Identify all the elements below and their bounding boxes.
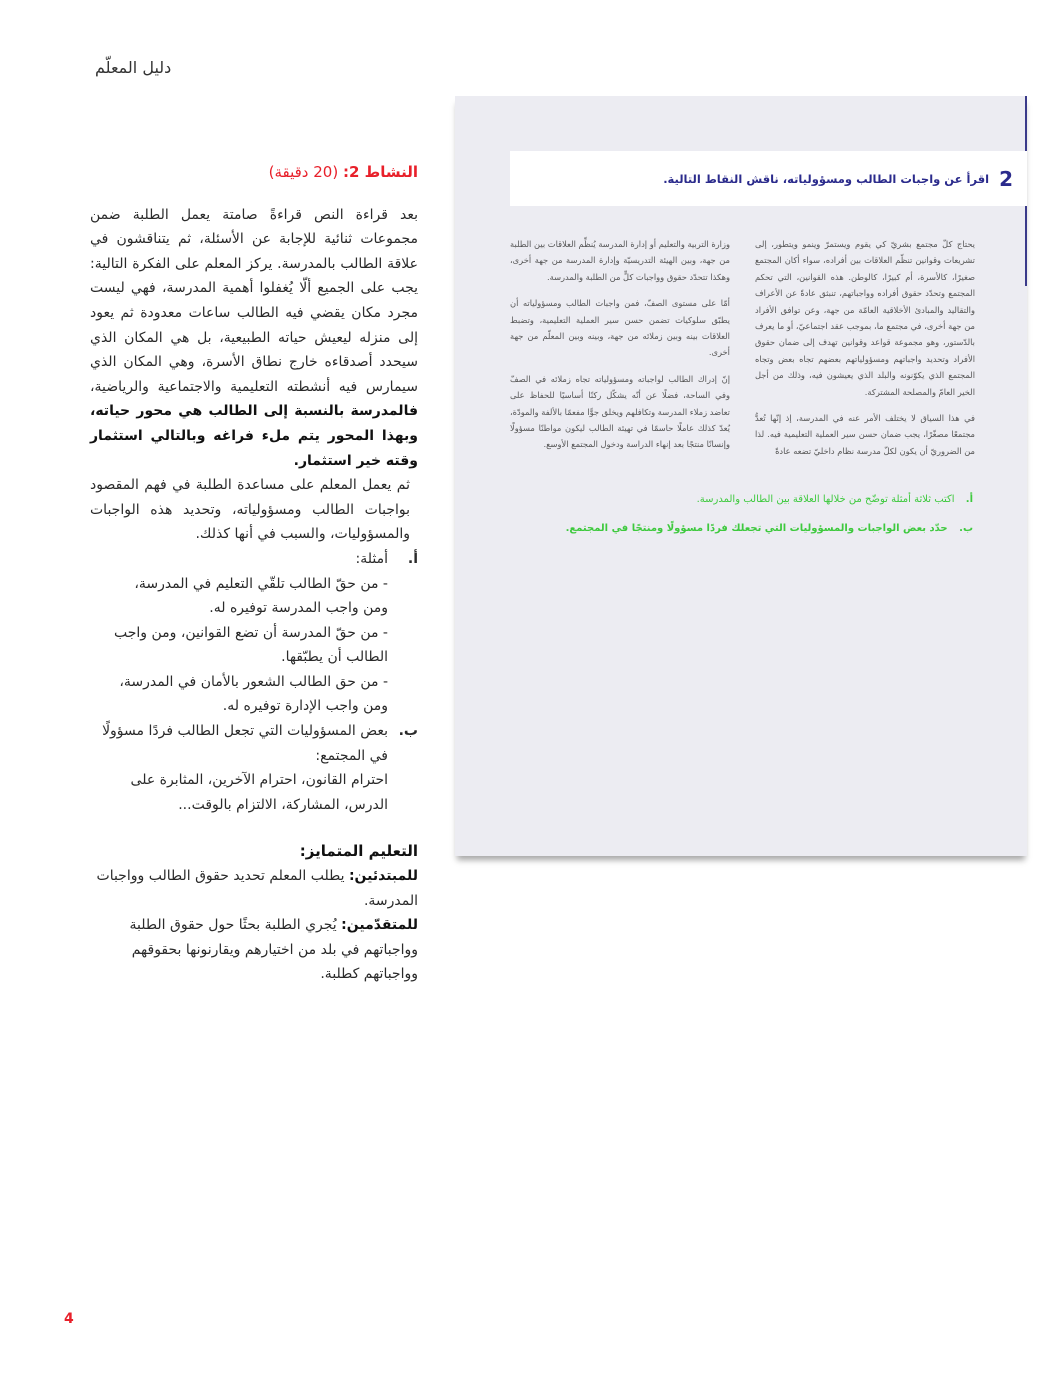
advanced-text: يُجري الطلبة بحثًا حول حقوق الطلبة وواجباتهم في بلد من اختيارهم ويقارنونها بحقوقهم وواجباتهم كطلبة. [129,917,418,983]
book-paragraph: إنّ إدراك الطالب لواجباته ومسؤولياته تجاه زملائه في الصفّ وفي الساحة، فضلًا عن أنّه يشكّل ركنًا أساسيًا للحفاظ على تعاضد زملاء المدرسة وتكافلهم ويخلق جوًّا مفعمًا بالألفة والمودّة، يُعدّ كذلك عاملًا حاسمًا في تهيئة الطالب ليكون مواطنًا مسؤولًا وإنسانًا منتجًا بعد إنهاء الدراسة ودخول المجتمع الأوسع. [510,373,730,450]
task-a-text: اكتب ثلاثة أمثلة توضّح من خلالها العلاقة بين الطالب والمدرسة. [696,494,955,505]
page-number: 4 [64,1311,74,1327]
page-header-title: دليل المعلّم [95,58,172,77]
question-text: اقرأ عن واجبات الطالب ومسؤولياته، ناقش النقاط التالية. [663,171,990,186]
item-b [90,719,418,768]
activity-intro-bold: فالمدرسة بالنسبة إلى الطالب هي محور حياته، وبهذا المحور يتم ملء فراغه وبالتالي استثمار وقته خير استثمار. [90,403,418,469]
beginners-label: للمبتدئين: [348,868,418,885]
beginners-text: يطلب المعلم تحديد حقوق الطالب وواجبات المدرسة. [96,868,418,909]
activity-title [90,160,418,185]
item-a-title: أمثلة: [355,550,388,567]
task-b-text: حدّد بعض الواجبات والمسؤوليات التي تجعلك فردًا مسؤولًا ومنتجًا في المجتمع. [565,523,948,534]
book-paragraph: أمّا على مستوى الصفّ، فمن واجبات الطالب ومسؤولياته أن يطبّق سلوكيات تضمن حسن سير العملية التعليمية، وتضبط العلاقات بينه وبين زملائه من جهة، وبينه وبين المعلّم من جهة أخرى. [510,298,730,358]
item-a-mark: أ. [407,550,418,567]
example-item: - من حقّ الطالب تلقّي التعليم في المدرسة، ومن واجب المدرسة توفيره له. [134,575,388,617]
question-number: 2 [999,166,1013,191]
book-paragraph: وزارة التربية والتعليم أو إدارة المدرسة يُنظِّم العلاقات بين الطلبة من جهة، وبين الهيئة التدريسيّة وإدارة المدرسة من جهة أخرى، وهكذا تتحدّد حقوق وواجبات كلٍّ من الطلبة والمدرسة. [510,239,730,282]
book-task-b [510,523,973,534]
task-a-mark: أ. [965,494,973,505]
question-bar [510,151,1027,206]
student-book-preview [455,96,1027,856]
differentiation-title: التعليم المتمايز: [299,842,418,861]
book-paragraph: في هذا السياق لا يختلف الأمر عنه في المدرسة، إذ إنّها تُعدُّ مجتمعًا مصغّرًا، يجب ضمان حسن سير العملية التعليمية فيه. لذا من الضروريّ أن يكون لكلّ مدرسة نظام داخليّ تضعه عادةً [755,413,975,456]
differentiation-advanced [90,913,418,987]
item-a [90,547,418,572]
book-column-right [755,236,975,469]
differentiation-beginners [90,864,418,913]
activity-duration: (20 دقيقة) [268,163,339,181]
activity-intro-text: بعد قراءة النص قراءةً صامتة يعمل الطلبة ضمن مجموعات ثنائية للإجابة عن الأسئلة، ثم يتناقشون في علاقة الطالب بالمدرسة. يركز المعلم على الفكرة التالية: يجب على الجميع ألّا يُغفلوا أهمية المدرسة، فهي ليست مجرد مكان يقضي فيه الطالب ساعات معدودة ثم يعود إلى منزله ليعيش حياته الطبيعية، بل هي المكان الذي سيحدد أصدقاءه خارج نطاق الأسرة، وهي المكان الذي سيمارس فيه أنشطته التعليمية والاجتماعية والرياضية، [90,206,418,395]
item-b-body: احترام القانون، احترام الآخرين، المثابرة على الدرس، المشاركة، الالتزام بالوقت... [130,772,388,813]
advanced-label: للمتقدّمين: [341,917,418,934]
activity-followup: ثم يعمل المعلم على مساعدة الطلبة في فهم المقصود بواجبات الطالب ومسؤولياته، وتحديد هذه الواجبات والمسؤوليات، والسبب في أنها كذلك. [90,477,410,543]
activity-label: النشاط 2: [342,163,418,181]
book-column-left [510,236,730,463]
activity-intro [90,203,418,474]
book-task-a [510,494,973,505]
example-item: - من حقّ المدرسة أن تضع القوانين، ومن واجب الطالب أن يطبّقها. [113,624,388,666]
example-item: - من حق الطالب الشعور بالأمان في المدرسة، ومن واجب الإدارة توفيره له. [119,673,388,715]
item-b-title: بعض المسؤوليات التي تجعل الطالب فردًا مسؤولًا في المجتمع: [102,723,388,764]
teacher-guide-column [90,160,418,987]
item-b-mark: ب. [398,723,418,740]
book-paragraph: يحتاج كلّ مجتمع بشريّ كي يقوم ويستمرّ وينمو ويتطور، إلى تشريعات وقوانين تنظّم العلاقات بين أفراده، سواء أكان المجتمع صغيرًا، كالأسرة، أم كبيرًا، كالوطن. هذه القوانين، التي تحكم المجتمع وتحدّد حقوق أفراده وواجباتهم، تنبثق عادةً عن الأعراف والتقاليد والمبادئ الأخلاقية العامّة من جهة، وعن توافق الأفراد من جهة أخرى، في مجتمع ما، بموجب عقد اجتماعيّ، أو ما يعرف بالدّستور، وهو مجموعة قواعد وقوانين تهدف إلى ضمان حقوق الأفراد وتحديد واجباتهم ومسؤولياتهم بعضهم تجاه بعض وتجاه المجتمع الذي يكوّنونه والبلد الذي يعيشون فيه، وذلك من أجل الخير العامّ والمصلحة المشتركة. [755,239,975,397]
task-b-mark: ب. [959,523,973,534]
